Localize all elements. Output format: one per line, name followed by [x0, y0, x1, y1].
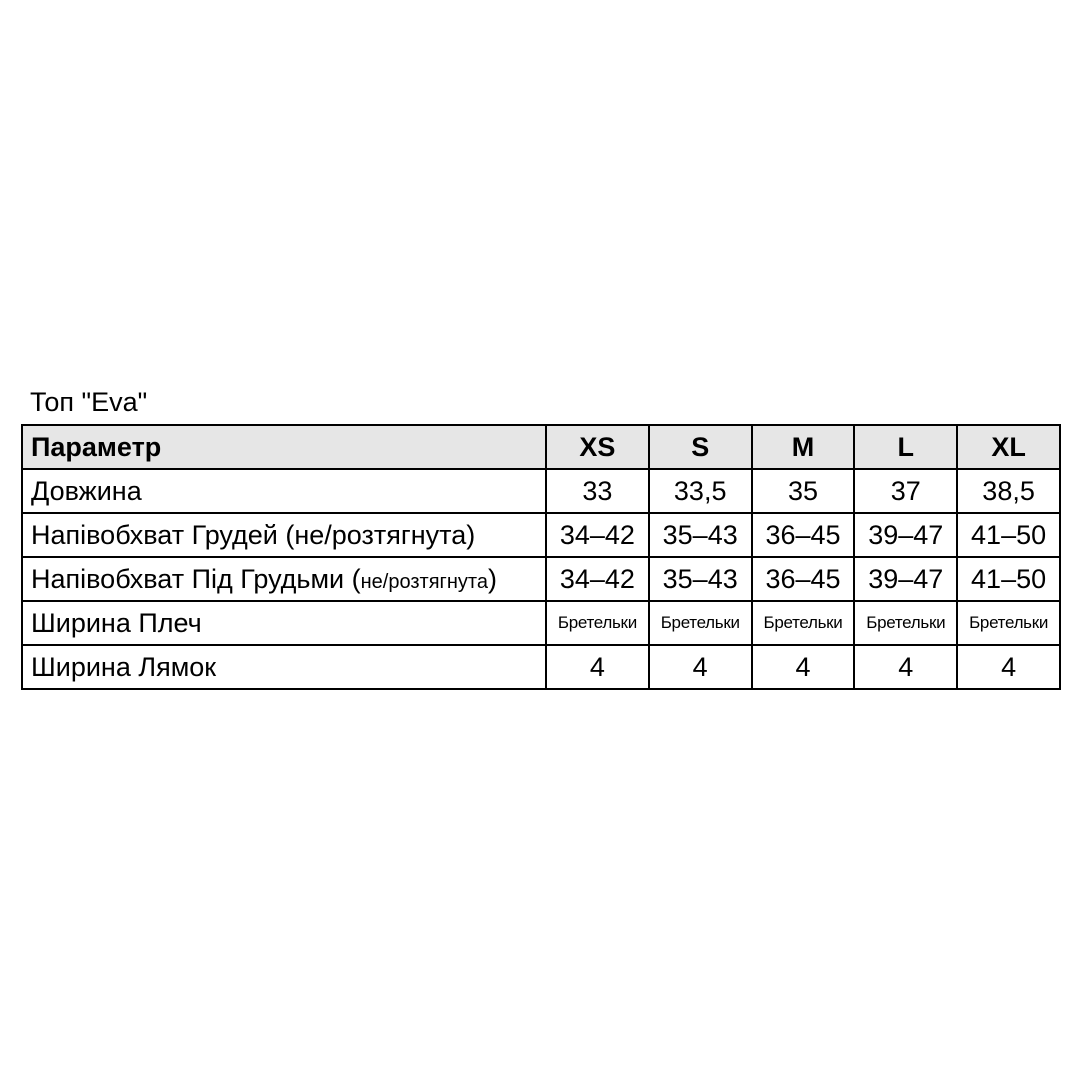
table-cell: Бретельки	[752, 601, 855, 645]
table-cell: 35–43	[649, 557, 752, 601]
table-cell: 4	[854, 645, 957, 689]
header-size-m: M	[752, 425, 855, 469]
table-cell: 34–42	[546, 557, 649, 601]
table-row	[22, 601, 1060, 645]
row-label-chest: Напівобхват Грудей (не/розтягнута)	[22, 513, 546, 557]
table-cell: 39–47	[854, 557, 957, 601]
table-cell: 39–47	[854, 513, 957, 557]
header-size-xl: XL	[957, 425, 1060, 469]
table-cell: 34–42	[546, 513, 649, 557]
table-row	[22, 645, 1060, 689]
row-label-shoulder-width: Ширина Плеч	[22, 601, 546, 645]
table-cell: Бретельки	[854, 601, 957, 645]
table-cell: 35	[752, 469, 855, 513]
row-label-length: Довжина	[22, 469, 546, 513]
table-cell: 33,5	[649, 469, 752, 513]
header-size-xs: XS	[546, 425, 649, 469]
row-label-underbust-close: )	[487, 563, 497, 594]
size-chart-table	[21, 424, 1061, 690]
table-cell: 36–45	[752, 557, 855, 601]
header-size-l: L	[854, 425, 957, 469]
table-cell: 35–43	[649, 513, 752, 557]
table-cell: 38,5	[957, 469, 1060, 513]
table-row	[22, 557, 1060, 601]
table-cell: Бретельки	[546, 601, 649, 645]
header-size-s: S	[649, 425, 752, 469]
header-param: Параметр	[22, 425, 546, 469]
row-label-underbust-main: Напівобхват Під Грудьми (	[31, 563, 361, 594]
table-title: Топ "Eva"	[30, 387, 148, 417]
table-cell: 41–50	[957, 513, 1060, 557]
table-cell: 36–45	[752, 513, 855, 557]
table-cell: 37	[854, 469, 957, 513]
table-cell: 4	[546, 645, 649, 689]
row-label-strap-width: Ширина Лямок	[22, 645, 546, 689]
table-cell: Бретельки	[957, 601, 1060, 645]
row-label-underbust	[22, 557, 546, 601]
table-cell: 41–50	[957, 557, 1060, 601]
header-row	[22, 425, 1060, 469]
table-cell: 33	[546, 469, 649, 513]
table-cell: 4	[957, 645, 1060, 689]
table-row	[22, 513, 1060, 557]
table-cell: Бретельки	[649, 601, 752, 645]
table-cell: 4	[649, 645, 752, 689]
table-cell: 4	[752, 645, 855, 689]
table-row	[22, 469, 1060, 513]
row-label-underbust-note: не/розтягнута	[360, 570, 488, 593]
